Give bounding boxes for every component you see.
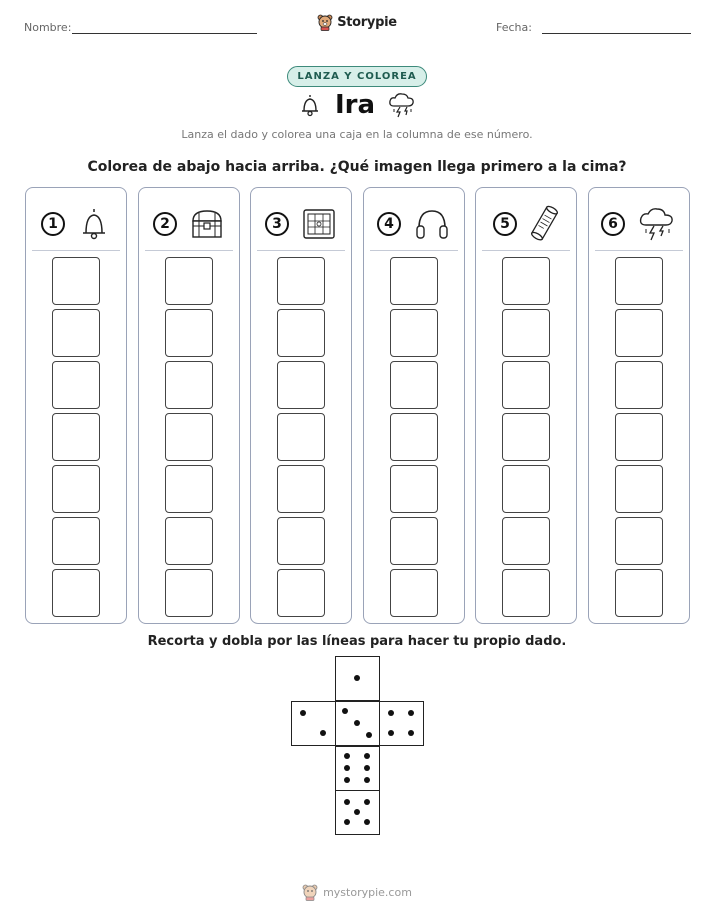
color-box[interactable] <box>52 361 100 409</box>
die-pip <box>354 720 360 726</box>
color-box[interactable] <box>615 361 663 409</box>
name-line[interactable] <box>72 33 257 34</box>
die-pip <box>320 730 326 736</box>
die-face-5 <box>335 790 380 835</box>
color-box[interactable] <box>390 465 438 513</box>
column-5 <box>475 187 577 624</box>
column-6 <box>588 187 690 624</box>
color-box[interactable] <box>502 361 550 409</box>
color-box[interactable] <box>165 413 213 461</box>
die-pip <box>300 710 306 716</box>
color-box[interactable] <box>52 465 100 513</box>
color-box[interactable] <box>165 569 213 617</box>
footer <box>0 884 714 901</box>
column-divider <box>595 250 683 251</box>
column-number: 2 <box>153 212 177 236</box>
column-number: 3 <box>265 212 289 236</box>
die-pip <box>354 809 360 815</box>
column-header <box>139 202 239 246</box>
color-box[interactable] <box>390 569 438 617</box>
scroll-icon <box>529 204 559 244</box>
die-pip <box>344 753 350 759</box>
column-number: 5 <box>493 212 517 236</box>
color-box[interactable] <box>165 465 213 513</box>
die-pip <box>364 753 370 759</box>
instruction: Colorea de abajo hacia arriba. ¿Qué imagen llega primero a la cima? <box>87 159 627 175</box>
die-pip <box>388 730 394 736</box>
die-pip <box>344 777 350 783</box>
color-box[interactable] <box>390 517 438 565</box>
storm-cloud-icon <box>637 205 677 243</box>
color-box[interactable] <box>502 413 550 461</box>
column-header <box>589 202 689 246</box>
color-box[interactable] <box>502 257 550 305</box>
die-pip <box>366 732 372 738</box>
die-face-1 <box>335 656 380 701</box>
column-header <box>251 202 351 246</box>
color-box[interactable] <box>277 309 325 357</box>
die-pip <box>344 799 350 805</box>
color-box[interactable] <box>52 517 100 565</box>
color-box[interactable] <box>615 413 663 461</box>
color-box[interactable] <box>165 257 213 305</box>
die-pip <box>364 765 370 771</box>
brand-logo <box>0 14 714 31</box>
color-box[interactable] <box>390 361 438 409</box>
color-box[interactable] <box>277 257 325 305</box>
column-1 <box>25 187 127 624</box>
color-box[interactable] <box>165 517 213 565</box>
die-pip <box>364 777 370 783</box>
column-number: 6 <box>601 212 625 236</box>
bear-logo-icon <box>302 884 318 901</box>
column-header <box>476 202 576 246</box>
treasure-chest-icon <box>189 207 225 241</box>
column-divider <box>257 250 345 251</box>
color-box[interactable] <box>277 517 325 565</box>
die-pip <box>408 710 414 716</box>
color-box[interactable] <box>52 257 100 305</box>
color-box[interactable] <box>615 569 663 617</box>
color-box[interactable] <box>502 517 550 565</box>
die-pip <box>364 799 370 805</box>
subtitle: Lanza el dado y colorea una caja en la columna de ese número. <box>181 128 533 141</box>
color-box[interactable] <box>52 413 100 461</box>
footer-url: mystorypie.com <box>323 886 412 899</box>
column-number: 1 <box>41 212 65 236</box>
storm-cloud-icon <box>387 91 417 119</box>
column-header <box>364 202 464 246</box>
die-face-3 <box>335 701 380 746</box>
die-pip <box>388 710 394 716</box>
bear-logo-icon <box>317 14 333 31</box>
color-box[interactable] <box>502 569 550 617</box>
die-pip <box>364 819 370 825</box>
die-pip <box>342 708 348 714</box>
date-line[interactable] <box>542 33 691 34</box>
column-divider <box>482 250 570 251</box>
die-pip <box>354 675 360 681</box>
die-instruction: Recorta y dobla por las líneas para hacer tu propio dado. <box>147 634 567 649</box>
die-pip <box>344 765 350 771</box>
column-header <box>26 202 126 246</box>
column-2 <box>138 187 240 624</box>
headphones-icon <box>413 206 451 242</box>
page-title: Ira <box>334 90 376 120</box>
date-label: Fecha: <box>496 21 532 34</box>
color-box[interactable] <box>52 309 100 357</box>
color-box[interactable] <box>277 361 325 409</box>
color-box[interactable] <box>615 309 663 357</box>
column-divider <box>145 250 233 251</box>
column-4 <box>363 187 465 624</box>
column-divider <box>370 250 458 251</box>
column-divider <box>32 250 120 251</box>
color-box[interactable] <box>615 257 663 305</box>
die-face-6 <box>335 746 380 791</box>
color-box[interactable] <box>277 465 325 513</box>
color-box[interactable] <box>502 465 550 513</box>
color-box[interactable] <box>165 361 213 409</box>
bell-icon <box>297 92 323 118</box>
die-face-4 <box>379 701 424 746</box>
column-3 <box>250 187 352 624</box>
puzzle-board-icon <box>301 207 337 241</box>
bell-icon <box>77 206 111 242</box>
die-face-2 <box>291 701 336 746</box>
color-box[interactable] <box>502 309 550 357</box>
die-pip <box>344 819 350 825</box>
color-box[interactable] <box>615 517 663 565</box>
color-box[interactable] <box>277 569 325 617</box>
activity-badge: LANZA Y COLOREA <box>287 66 426 87</box>
color-box[interactable] <box>277 413 325 461</box>
color-box[interactable] <box>390 257 438 305</box>
die-pip <box>408 730 414 736</box>
color-box[interactable] <box>165 309 213 357</box>
brand-name: Storypie <box>337 15 397 30</box>
name-label: Nombre: <box>24 21 72 34</box>
color-box[interactable] <box>390 309 438 357</box>
color-box[interactable] <box>390 413 438 461</box>
color-box[interactable] <box>52 569 100 617</box>
column-number: 4 <box>377 212 401 236</box>
color-box[interactable] <box>615 465 663 513</box>
